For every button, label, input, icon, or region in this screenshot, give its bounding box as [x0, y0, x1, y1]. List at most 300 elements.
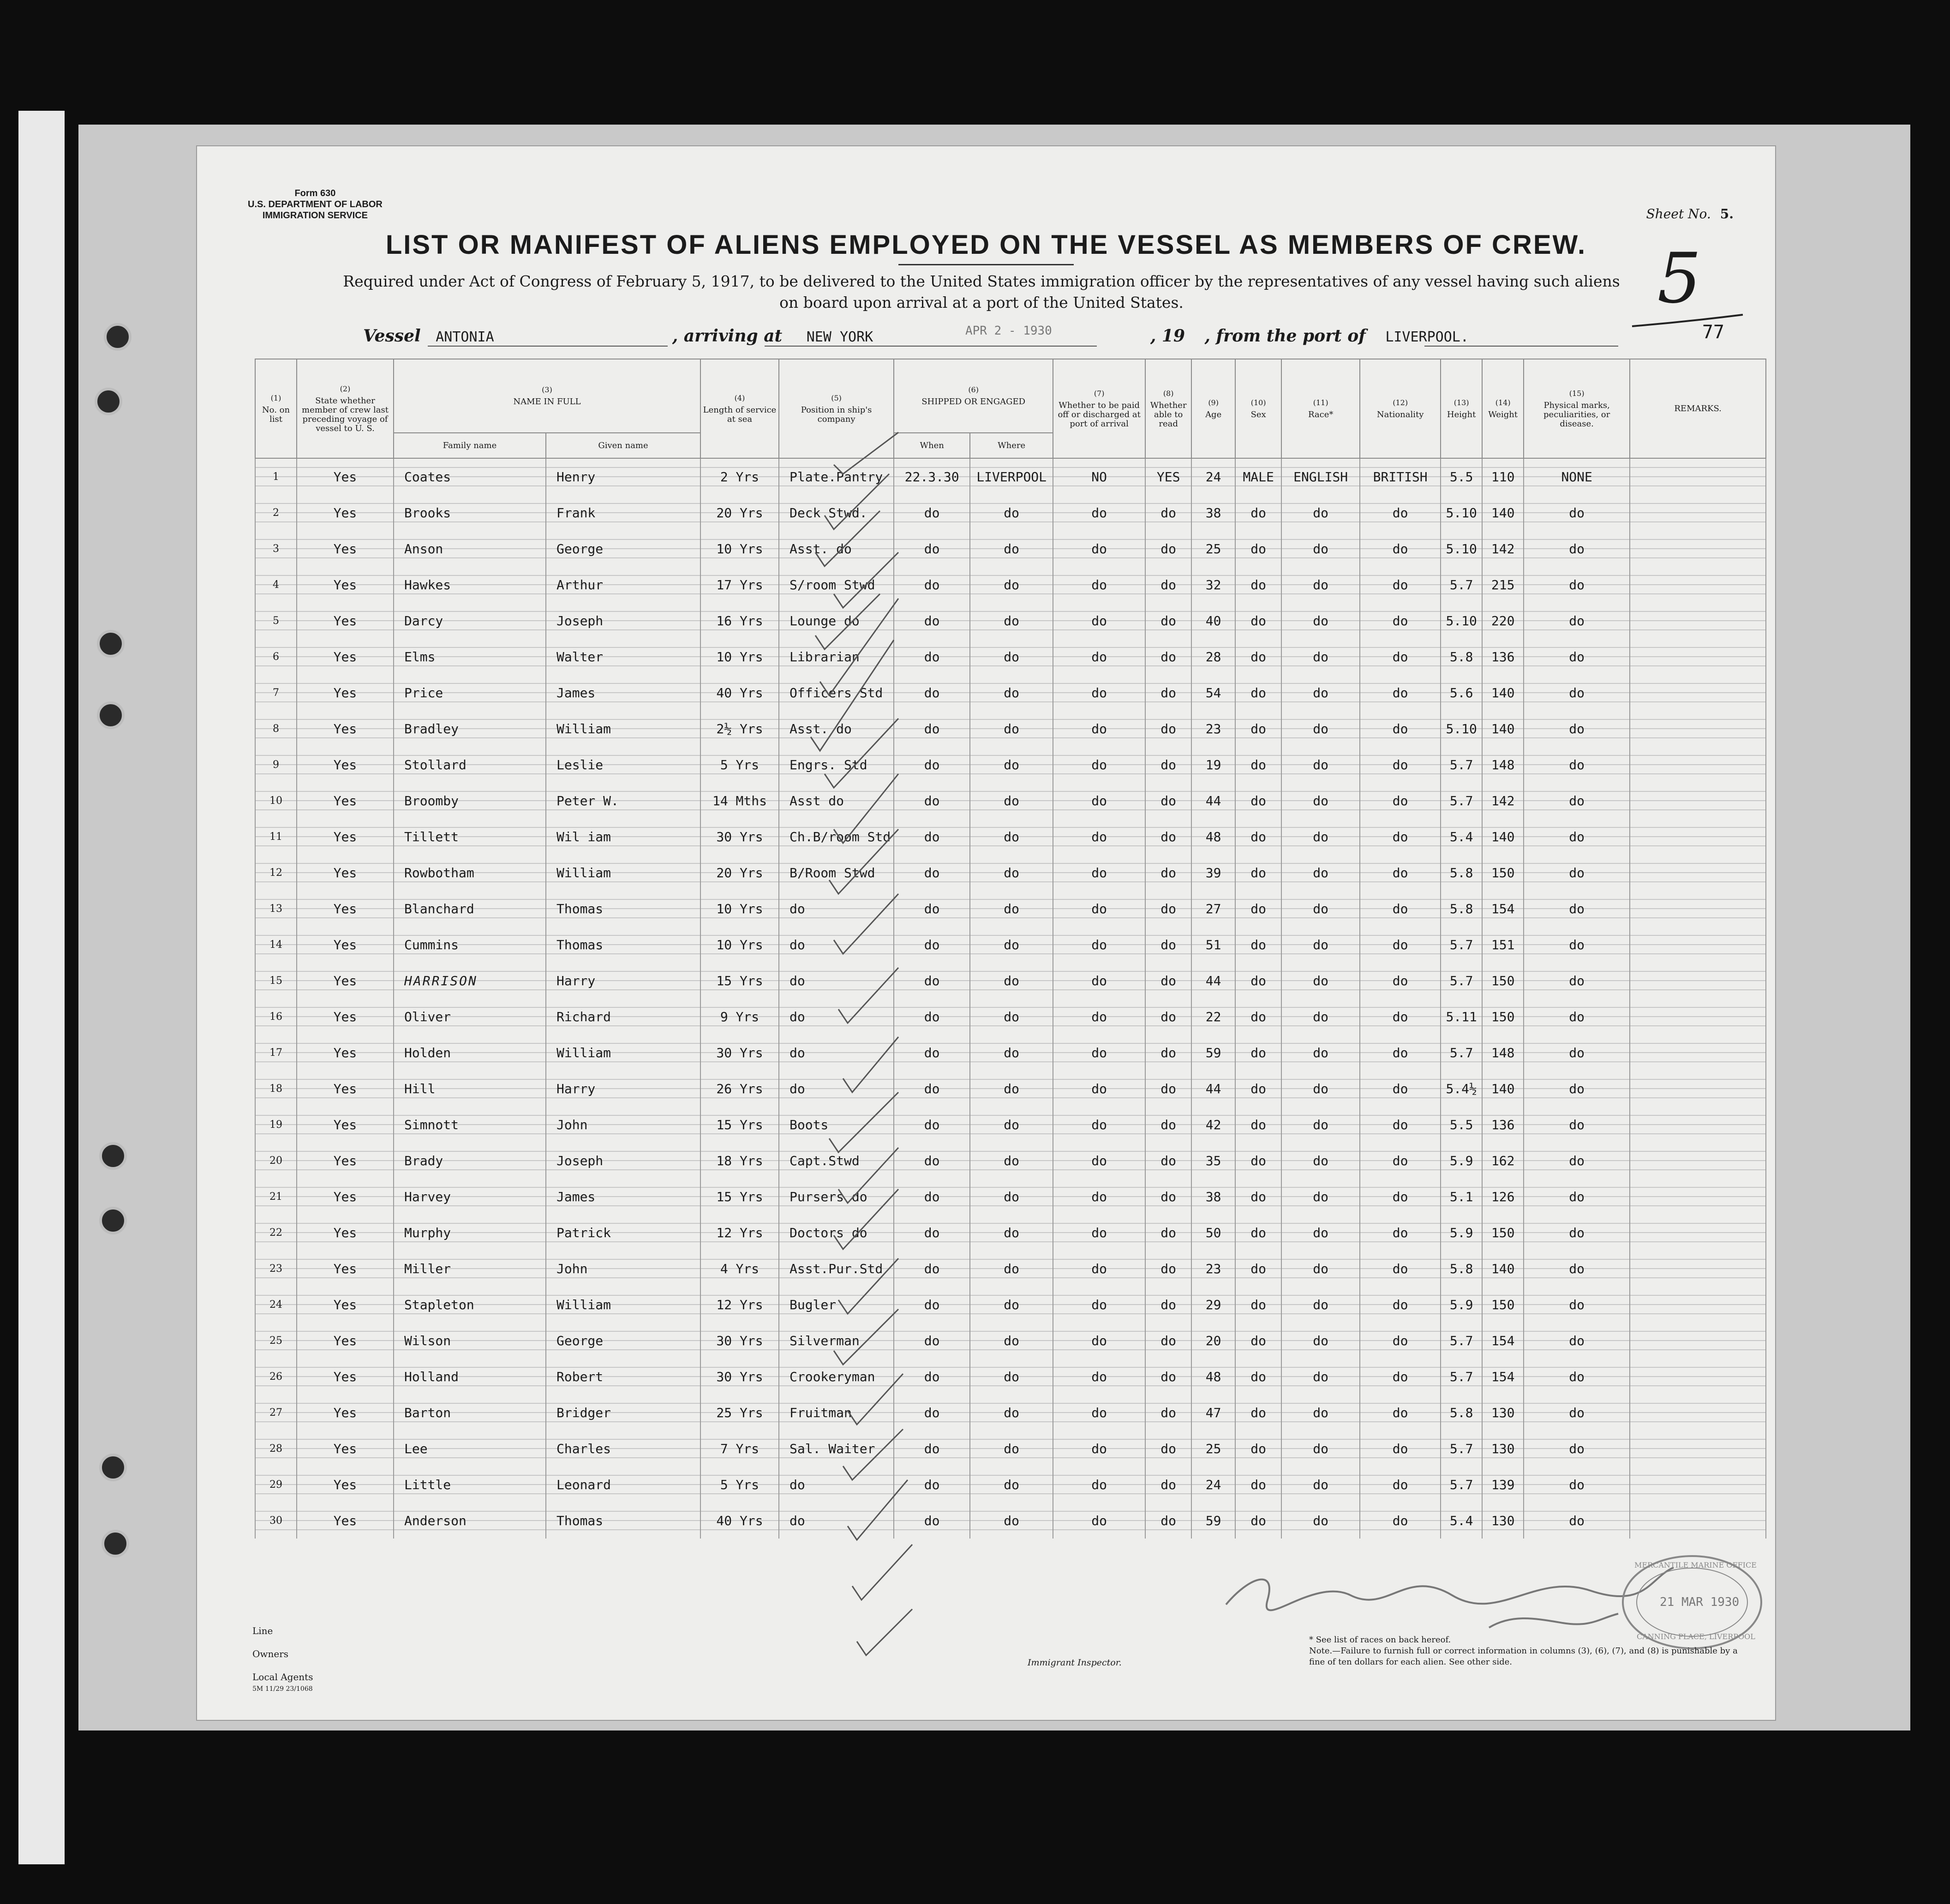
weight-cell: 140 — [1482, 711, 1524, 747]
paid-off-cell: do — [1053, 1359, 1145, 1395]
weight-cell: 148 — [1482, 1035, 1524, 1071]
nationality-cell: do — [1360, 1467, 1441, 1503]
prev-voyage-cell: Yes — [297, 963, 394, 999]
paid-off-cell: do — [1053, 1323, 1145, 1359]
able-to-read-cell: do — [1145, 1251, 1191, 1287]
row-number-cell: 9 — [255, 747, 297, 783]
row-number-cell: 22 — [255, 1215, 297, 1251]
prev-voyage-cell: Yes — [297, 1359, 394, 1395]
race-cell: do — [1281, 1143, 1360, 1179]
stamp-text-bottom: CANNING PLACE, LIVERPOOL — [1637, 1632, 1755, 1641]
length-of-service-cell: 16 Yrs — [700, 603, 779, 639]
handwritten-sheet-number: 5 — [1657, 239, 1701, 319]
given-name-cell: Leonard — [546, 1467, 700, 1503]
race-cell: do — [1281, 783, 1360, 819]
nationality-cell: do — [1360, 531, 1441, 567]
manifest-sheet — [196, 145, 1776, 1721]
position-cell: Asst. do — [779, 711, 894, 747]
shipped-where-cell: do — [970, 639, 1053, 675]
age-cell: 44 — [1191, 783, 1235, 819]
race-note: * See list of races on back hereof. — [1309, 1635, 1451, 1645]
race-cell: do — [1281, 1395, 1360, 1431]
able-to-read-cell: do — [1145, 1359, 1191, 1395]
height-cell: 5.8 — [1441, 639, 1482, 675]
shipped-where-cell: do — [970, 1395, 1053, 1431]
prev-voyage-cell: Yes — [297, 567, 394, 603]
position-cell: Asst.Pur.Std — [779, 1251, 894, 1287]
sex-cell: do — [1235, 603, 1281, 639]
prev-voyage-cell: Yes — [297, 639, 394, 675]
punch-hole — [97, 701, 125, 729]
row-number-cell: 14 — [255, 927, 297, 963]
remarks-cell — [1630, 1467, 1766, 1503]
weight-cell: 140 — [1482, 1251, 1524, 1287]
nationality-cell: do — [1360, 603, 1441, 639]
nationality-cell: do — [1360, 963, 1441, 999]
nationality-cell: do — [1360, 1143, 1441, 1179]
given-name-cell: Richard — [546, 999, 700, 1035]
agents-label: Local Agents — [252, 1671, 313, 1682]
paid-off-cell: do — [1053, 603, 1145, 639]
prev-voyage-cell: Yes — [297, 999, 394, 1035]
weight-cell: 154 — [1482, 1323, 1524, 1359]
crew-rows — [255, 458, 1766, 1539]
shipped-where-cell: do — [970, 1107, 1053, 1143]
able-to-read-cell: do — [1145, 1503, 1191, 1539]
paid-off-cell: do — [1053, 891, 1145, 927]
shipped-where-cell: do — [970, 927, 1053, 963]
shipped-when-cell: 22.3.30 — [894, 458, 970, 495]
age-cell: 19 — [1191, 747, 1235, 783]
family-name-cell: Rowbotham — [394, 855, 546, 891]
shipped-where-cell: do — [970, 1215, 1053, 1251]
physical-marks-cell: do — [1524, 675, 1630, 711]
race-cell: do — [1281, 819, 1360, 855]
paid-off-cell: do — [1053, 963, 1145, 999]
length-of-service-cell: 10 Yrs — [700, 531, 779, 567]
length-of-service-cell: 9 Yrs — [700, 999, 779, 1035]
shipped-where-cell: do — [970, 1503, 1053, 1539]
paid-off-cell: do — [1053, 1071, 1145, 1107]
position-cell: Plate.Pantry — [779, 458, 894, 495]
age-cell: 25 — [1191, 1431, 1235, 1467]
row-number-cell: 10 — [255, 783, 297, 819]
shipped-when-cell: do — [894, 1071, 970, 1107]
title-rule — [898, 264, 1074, 265]
able-to-read-cell: do — [1145, 711, 1191, 747]
sheet-number — [1646, 206, 1734, 222]
height-cell: 5.11 — [1441, 999, 1482, 1035]
nationality-cell: do — [1360, 639, 1441, 675]
length-of-service-cell: 2½ Yrs — [700, 711, 779, 747]
table-row — [255, 458, 1766, 495]
sex-cell: MALE — [1235, 458, 1281, 495]
height-cell: 5.6 — [1441, 675, 1482, 711]
given-name-cell: John — [546, 1107, 700, 1143]
shipped-when-cell: do — [894, 1251, 970, 1287]
age-cell: 54 — [1191, 675, 1235, 711]
remarks-cell — [1630, 603, 1766, 639]
prev-voyage-cell: Yes — [297, 1395, 394, 1431]
sex-cell: do — [1235, 1323, 1281, 1359]
race-cell: do — [1281, 1071, 1360, 1107]
footnote — [1309, 1635, 1752, 1668]
remarks-cell — [1630, 1035, 1766, 1071]
row-number-cell: 4 — [255, 567, 297, 603]
prev-voyage-cell: Yes — [297, 1215, 394, 1251]
physical-marks-cell: do — [1524, 1071, 1630, 1107]
age-cell: 48 — [1191, 1359, 1235, 1395]
weight-cell: 154 — [1482, 1359, 1524, 1395]
length-of-service-cell: 5 Yrs — [700, 1467, 779, 1503]
height-cell: 5.4 — [1441, 1503, 1482, 1539]
table-row — [255, 1467, 1766, 1503]
length-of-service-cell: 20 Yrs — [700, 495, 779, 531]
able-to-read-cell: do — [1145, 1215, 1191, 1251]
sex-cell: do — [1235, 963, 1281, 999]
race-cell: do — [1281, 639, 1360, 675]
family-name-cell: Price — [394, 675, 546, 711]
table-row — [255, 1179, 1766, 1215]
age-cell: 59 — [1191, 1035, 1235, 1071]
position-cell: Sal. Waiter — [779, 1431, 894, 1467]
nationality-cell: do — [1360, 999, 1441, 1035]
position-cell: Fruitman — [779, 1395, 894, 1431]
family-name-cell: Holden — [394, 1035, 546, 1071]
family-name-cell: Stollard — [394, 747, 546, 783]
weight-cell: 140 — [1482, 495, 1524, 531]
shipped-when-cell: do — [894, 927, 970, 963]
col-nationality-header: (12) Nationality — [1360, 359, 1441, 458]
height-cell: 5.8 — [1441, 855, 1482, 891]
row-number-cell: 30 — [255, 1503, 297, 1539]
table-row — [255, 1359, 1766, 1395]
physical-marks-cell: do — [1524, 963, 1630, 999]
paid-off-cell: do — [1053, 1215, 1145, 1251]
family-name-cell: Little — [394, 1467, 546, 1503]
prev-voyage-cell: Yes — [297, 458, 394, 495]
given-name-cell: Thomas — [546, 891, 700, 927]
weight-cell: 150 — [1482, 1287, 1524, 1323]
age-cell: 27 — [1191, 891, 1235, 927]
position-cell: Librarian — [779, 639, 894, 675]
height-cell: 5.1 — [1441, 1179, 1482, 1215]
length-of-service-cell: 17 Yrs — [700, 567, 779, 603]
inspector-label: Immigrant Inspector. — [1028, 1658, 1122, 1668]
table-row — [255, 891, 1766, 927]
family-name-cell: Wilson — [394, 1323, 546, 1359]
prev-voyage-cell: Yes — [297, 531, 394, 567]
race-cell: do — [1281, 891, 1360, 927]
nationality-cell: do — [1360, 675, 1441, 711]
paid-off-cell: do — [1053, 639, 1145, 675]
race-cell: do — [1281, 747, 1360, 783]
age-cell: 40 — [1191, 603, 1235, 639]
length-of-service-cell: 10 Yrs — [700, 927, 779, 963]
col-remarks-header: REMARKS. — [1630, 359, 1766, 458]
position-cell: B/Room Stwd — [779, 855, 894, 891]
given-name-cell: Leslie — [546, 747, 700, 783]
physical-marks-cell: do — [1524, 495, 1630, 531]
position-cell: Deck Stwd. — [779, 495, 894, 531]
race-cell: do — [1281, 1179, 1360, 1215]
table-row — [255, 1215, 1766, 1251]
remarks-cell — [1630, 1287, 1766, 1323]
from-underline — [1424, 346, 1618, 347]
physical-marks-cell: do — [1524, 639, 1630, 675]
length-of-service-cell: 5 Yrs — [700, 747, 779, 783]
punch-hole — [95, 388, 122, 415]
sex-cell: do — [1235, 1179, 1281, 1215]
shipped-where-cell: do — [970, 855, 1053, 891]
row-number-cell: 3 — [255, 531, 297, 567]
position-cell: Officers Std — [779, 675, 894, 711]
prev-voyage-cell: Yes — [297, 819, 394, 855]
prev-voyage-cell: Yes — [297, 1035, 394, 1071]
table-row — [255, 675, 1766, 711]
paid-off-cell: do — [1053, 819, 1145, 855]
remarks-cell — [1630, 458, 1766, 495]
position-cell: Pursers do — [779, 1179, 894, 1215]
prev-voyage-cell: Yes — [297, 783, 394, 819]
col-family-header: Family name — [394, 433, 546, 458]
row-number-cell: 25 — [255, 1323, 297, 1359]
shipped-when-cell: do — [894, 495, 970, 531]
height-cell: 5.8 — [1441, 1395, 1482, 1431]
nationality-cell: do — [1360, 1395, 1441, 1431]
family-name-cell: Broomby — [394, 783, 546, 819]
shipped-where-cell: do — [970, 891, 1053, 927]
race-cell: do — [1281, 495, 1360, 531]
table-row — [255, 963, 1766, 999]
shipped-when-cell: do — [894, 747, 970, 783]
height-cell: 5.10 — [1441, 711, 1482, 747]
table-row — [255, 531, 1766, 567]
row-number-cell: 5 — [255, 603, 297, 639]
stamp-text-top: MERCANTILE MARINE OFFICE — [1634, 1561, 1757, 1569]
able-to-read-cell: do — [1145, 675, 1191, 711]
col-service-header: (4) Length of service at sea — [700, 359, 779, 458]
sex-cell: do — [1235, 1359, 1281, 1395]
weight-cell: 136 — [1482, 1107, 1524, 1143]
shipped-when-cell: do — [894, 1287, 970, 1323]
remarks-cell — [1630, 1179, 1766, 1215]
paid-off-cell: do — [1053, 1503, 1145, 1539]
form-number: Form 630 — [294, 188, 336, 198]
shipped-where-cell: do — [970, 1143, 1053, 1179]
col-when-header: When — [894, 433, 970, 458]
physical-marks-cell: do — [1524, 1107, 1630, 1143]
nationality-cell: BRITISH — [1360, 458, 1441, 495]
shipped-where-cell: do — [970, 1467, 1053, 1503]
col-prev-voyage-header: (2) State whether member of crew last preceding voyage of vessel to U. S. — [297, 359, 394, 458]
paid-off-cell: do — [1053, 495, 1145, 531]
prev-voyage-cell: Yes — [297, 927, 394, 963]
row-number-cell: 6 — [255, 639, 297, 675]
length-of-service-cell: 12 Yrs — [700, 1287, 779, 1323]
physical-marks-cell: do — [1524, 1503, 1630, 1539]
family-name-cell: Hill — [394, 1071, 546, 1107]
stamp-date: 21 MAR 1930 — [1660, 1595, 1740, 1609]
col-where-header: Where — [970, 433, 1053, 458]
table-row — [255, 1395, 1766, 1431]
handwritten-underline — [1627, 312, 1747, 331]
able-to-read-cell: do — [1145, 1395, 1191, 1431]
position-cell: Lounge do — [779, 603, 894, 639]
race-cell: do — [1281, 603, 1360, 639]
able-to-read-cell: do — [1145, 531, 1191, 567]
remarks-cell — [1630, 531, 1766, 567]
row-number-cell: 2 — [255, 495, 297, 531]
vessel-label: Vessel — [363, 326, 421, 346]
remarks-cell — [1630, 567, 1766, 603]
position-cell: do — [779, 1071, 894, 1107]
able-to-read-cell: do — [1145, 963, 1191, 999]
table-row — [255, 567, 1766, 603]
row-number-cell: 8 — [255, 711, 297, 747]
shipped-where-cell: do — [970, 1431, 1053, 1467]
family-name-cell: Darcy — [394, 603, 546, 639]
port-underline — [765, 346, 1097, 347]
age-cell: 48 — [1191, 819, 1235, 855]
col-paid-off-header: (7) Whether to be paid off or discharged at port of arrival — [1053, 359, 1145, 458]
shipped-when-cell: do — [894, 567, 970, 603]
col-weight-header: (14) Weight — [1482, 359, 1524, 458]
shipped-where-cell: LIVERPOOL — [970, 458, 1053, 495]
family-name-cell: Brady — [394, 1143, 546, 1179]
table-row — [255, 855, 1766, 891]
table-row — [255, 603, 1766, 639]
given-name-cell: Peter W. — [546, 783, 700, 819]
family-name-cell: Anderson — [394, 1503, 546, 1539]
row-number-cell: 27 — [255, 1395, 297, 1431]
length-of-service-cell: 2 Yrs — [700, 458, 779, 495]
sex-cell: do — [1235, 639, 1281, 675]
length-of-service-cell: 30 Yrs — [700, 1359, 779, 1395]
remarks-cell — [1630, 495, 1766, 531]
given-name-cell: Joseph — [546, 603, 700, 639]
physical-marks-cell: do — [1524, 1431, 1630, 1467]
able-to-read-cell: do — [1145, 1179, 1191, 1215]
given-name-cell: Robert — [546, 1359, 700, 1395]
remarks-cell — [1630, 1431, 1766, 1467]
position-cell: do — [779, 963, 894, 999]
table-row — [255, 1035, 1766, 1071]
height-cell: 5.7 — [1441, 963, 1482, 999]
family-name-cell: Brooks — [394, 495, 546, 531]
physical-marks-cell: do — [1524, 603, 1630, 639]
height-cell: 5.7 — [1441, 1431, 1482, 1467]
row-number-cell: 17 — [255, 1035, 297, 1071]
race-cell: do — [1281, 1359, 1360, 1395]
age-cell: 50 — [1191, 1215, 1235, 1251]
prev-voyage-cell: Yes — [297, 1431, 394, 1467]
race-cell: do — [1281, 1107, 1360, 1143]
length-of-service-cell: 30 Yrs — [700, 1035, 779, 1071]
remarks-cell — [1630, 783, 1766, 819]
nationality-cell: do — [1360, 1287, 1441, 1323]
weight-cell: 150 — [1482, 1215, 1524, 1251]
able-to-read-cell: YES — [1145, 458, 1191, 495]
col-read-header: (8) Whether able to read — [1145, 359, 1191, 458]
row-number-cell: 1 — [255, 458, 297, 495]
age-cell: 59 — [1191, 1503, 1235, 1539]
shipped-where-cell: do — [970, 711, 1053, 747]
family-name-cell: Tillett — [394, 819, 546, 855]
page-number: 77 — [1702, 322, 1724, 343]
nationality-cell: do — [1360, 819, 1441, 855]
prev-voyage-cell: Yes — [297, 1107, 394, 1143]
remarks-cell — [1630, 1395, 1766, 1431]
able-to-read-cell: do — [1145, 999, 1191, 1035]
sex-cell: do — [1235, 927, 1281, 963]
shipped-when-cell: do — [894, 1035, 970, 1071]
paid-off-cell: do — [1053, 855, 1145, 891]
weight-cell: 142 — [1482, 531, 1524, 567]
able-to-read-cell: do — [1145, 1071, 1191, 1107]
race-cell: do — [1281, 531, 1360, 567]
shipped-when-cell: do — [894, 1395, 970, 1431]
weight-cell: 215 — [1482, 567, 1524, 603]
form-header — [248, 188, 383, 221]
shipped-where-cell: do — [970, 1287, 1053, 1323]
remarks-cell — [1630, 675, 1766, 711]
prev-voyage-cell: Yes — [297, 675, 394, 711]
height-cell: 5.10 — [1441, 495, 1482, 531]
length-of-service-cell: 26 Yrs — [700, 1071, 779, 1107]
row-number-cell: 18 — [255, 1071, 297, 1107]
row-number-cell: 13 — [255, 891, 297, 927]
line-label: Line — [252, 1625, 273, 1636]
shipped-when-cell: do — [894, 1431, 970, 1467]
age-cell: 51 — [1191, 927, 1235, 963]
height-cell: 5.4 — [1441, 819, 1482, 855]
able-to-read-cell: do — [1145, 855, 1191, 891]
length-of-service-cell: 30 Yrs — [700, 819, 779, 855]
family-name-cell: Oliver — [394, 999, 546, 1035]
race-cell: do — [1281, 1431, 1360, 1467]
physical-marks-cell: do — [1524, 1323, 1630, 1359]
paid-off-cell: NO — [1053, 458, 1145, 495]
height-cell: 5.4½ — [1441, 1071, 1482, 1107]
able-to-read-cell: do — [1145, 639, 1191, 675]
remarks-cell — [1630, 855, 1766, 891]
age-cell: 24 — [1191, 1467, 1235, 1503]
age-cell: 24 — [1191, 458, 1235, 495]
given-name-cell: James — [546, 675, 700, 711]
able-to-read-cell: do — [1145, 1323, 1191, 1359]
col-race-header: (11) Race* — [1281, 359, 1360, 458]
age-cell: 23 — [1191, 1251, 1235, 1287]
table-row — [255, 783, 1766, 819]
col-sex-header: (10) Sex — [1235, 359, 1281, 458]
given-name-cell: Walter — [546, 639, 700, 675]
race-cell: do — [1281, 1215, 1360, 1251]
sex-cell: do — [1235, 1467, 1281, 1503]
height-cell: 5.7 — [1441, 747, 1482, 783]
remarks-cell — [1630, 1251, 1766, 1287]
position-cell: do — [779, 927, 894, 963]
shipped-when-cell: do — [894, 1107, 970, 1143]
paid-off-cell: do — [1053, 1107, 1145, 1143]
paid-off-cell: do — [1053, 567, 1145, 603]
position-cell: do — [779, 891, 894, 927]
position-cell: Asst. do — [779, 531, 894, 567]
shipped-when-cell: do — [894, 999, 970, 1035]
position-cell: do — [779, 999, 894, 1035]
weight-cell: 110 — [1482, 458, 1524, 495]
nationality-cell: do — [1360, 1431, 1441, 1467]
